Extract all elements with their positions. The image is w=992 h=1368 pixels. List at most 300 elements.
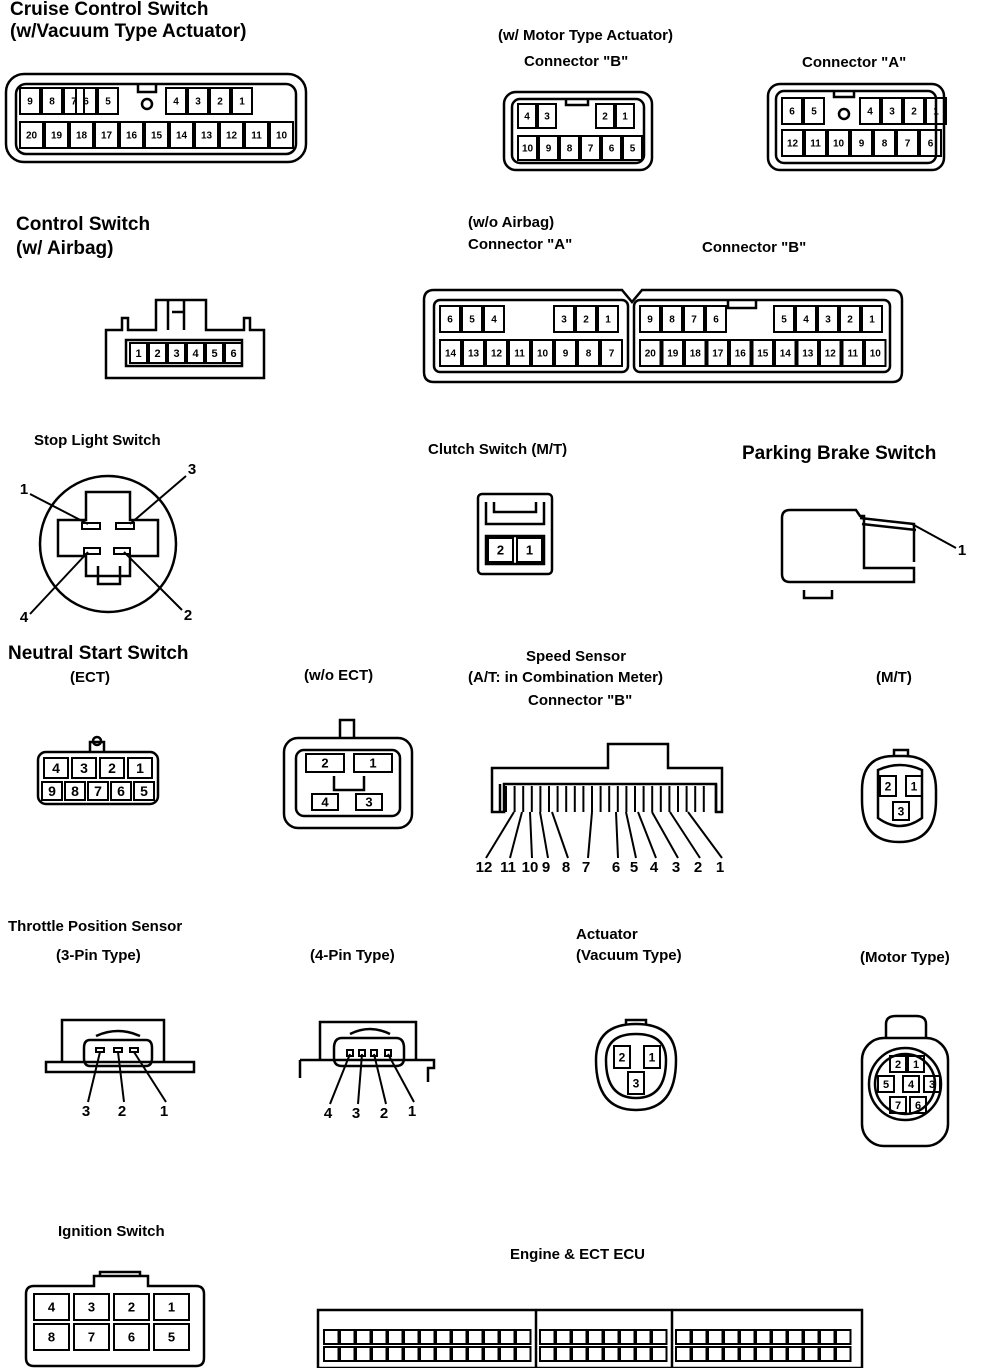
ecu-pin <box>340 1347 355 1361</box>
clutch-switch-title: Clutch Switch (M/T) <box>428 441 568 458</box>
airbag-switch-pin <box>149 343 166 363</box>
pin-number: 6 <box>927 138 934 150</box>
pin-number: 1 <box>369 755 377 771</box>
ecu-pin <box>756 1330 771 1344</box>
pin-number: 1 <box>648 1050 656 1065</box>
parking-brake-pin-number: 1 <box>957 542 967 559</box>
stop-light-pin-number: 2 <box>183 607 193 624</box>
speed-mt-pin <box>880 776 896 796</box>
speed-sensor-pin-number: 8 <box>561 859 571 876</box>
ecu-pin <box>588 1347 603 1361</box>
pin-number: 3 <box>195 96 201 108</box>
act-vacuum-pin <box>644 1046 660 1068</box>
motor-a-pin <box>874 130 895 156</box>
ecu-pin <box>692 1347 707 1361</box>
ecu-pin <box>636 1347 651 1361</box>
woab-a-pin <box>440 340 461 366</box>
pin-number: 12 <box>490 348 503 360</box>
act-motor-pin <box>903 1076 919 1092</box>
ecu-pin <box>404 1347 419 1361</box>
control-switch-title: Control Switch <box>16 214 151 235</box>
woab-b-pin <box>640 306 660 332</box>
pin-number: 7 <box>894 1099 902 1112</box>
airbag-switch-pin <box>206 343 223 363</box>
pin-number: 4 <box>803 314 809 326</box>
connector-b-label-top: Connector "B" <box>524 53 629 70</box>
engine-ect-ecu-title: Engine & ECT ECU <box>510 1246 646 1263</box>
leader-line <box>88 1052 100 1102</box>
leader-line <box>540 812 548 858</box>
ecu-pin <box>372 1347 387 1361</box>
leader-line <box>374 1054 386 1104</box>
cruise-pin <box>170 122 193 148</box>
cruise-pin <box>64 88 84 114</box>
woab-b-pin <box>730 340 751 366</box>
pin-number: 5 <box>882 1078 890 1091</box>
pin-number: 2 <box>154 347 161 360</box>
pin-number: 14 <box>444 348 457 360</box>
pin-number: 12 <box>225 130 238 142</box>
wo-ect-pin <box>312 794 338 810</box>
ecu-pin <box>388 1347 403 1361</box>
woab-b-pin <box>818 306 838 332</box>
motor-a-pin <box>882 98 902 124</box>
pin-number: 5 <box>469 314 475 326</box>
pin-number: 4 <box>524 111 530 123</box>
neutral-start-pin <box>72 758 96 778</box>
pin-number: 9 <box>858 138 865 150</box>
ecu-pin <box>468 1347 483 1361</box>
neutral-start-pin <box>100 758 124 778</box>
motor-b-pin <box>602 136 621 160</box>
ecu-pin <box>452 1347 467 1361</box>
pin-number: 9 <box>27 96 33 108</box>
ignition-pin <box>114 1324 149 1350</box>
tps-4pin-connector <box>300 1022 434 1082</box>
pin-number: 13 <box>802 348 814 360</box>
ignition-switch-title: Ignition Switch <box>58 1223 165 1240</box>
woab-a-pin <box>598 306 618 332</box>
pin-number: 6 <box>127 1329 136 1345</box>
woab-b-pin <box>640 340 661 366</box>
wo-ect-pin <box>356 794 382 810</box>
cruise-pin <box>220 122 243 148</box>
woab-b-pin <box>843 340 864 366</box>
pin-number: 20 <box>25 130 38 142</box>
woab-a-pin <box>601 340 622 366</box>
pin-number: 4 <box>321 794 329 810</box>
pin-number: 5 <box>167 1329 176 1345</box>
pin-number: 6 <box>914 1099 922 1112</box>
cruise-pin <box>188 88 208 114</box>
motor-a-pin <box>904 98 924 124</box>
ecu-pin <box>500 1330 515 1344</box>
ecu-pin <box>676 1347 691 1361</box>
wo-ect-connector <box>284 720 412 828</box>
pin-number: 4 <box>491 314 497 326</box>
stop-light-pin-number: 1 <box>19 481 29 498</box>
woab-a-pin <box>576 306 596 332</box>
pin-number: 6 <box>447 314 453 326</box>
pin-number: 9 <box>48 783 56 800</box>
speed-sensor-pin-number: 3 <box>671 859 681 876</box>
pin-number: 19 <box>667 348 679 360</box>
with-airbag-label: (w/ Airbag) <box>16 238 114 259</box>
motor-b-pin <box>518 136 537 160</box>
pin-number: 1 <box>167 1299 176 1315</box>
ecu-pin <box>692 1330 707 1344</box>
speed-sensor-at-label: (A/T: in Combination Meter) <box>468 669 663 686</box>
pin-number: 3 <box>365 794 373 810</box>
ecu-pin <box>468 1330 483 1344</box>
pin-number: 8 <box>49 96 55 108</box>
speed-sensor-pin-number: 11 <box>500 859 516 876</box>
parking-brake-switch-connector <box>782 510 916 598</box>
woab-b-pin <box>840 306 860 332</box>
neutral-start-pin <box>134 782 154 800</box>
act-vacuum-pin <box>628 1072 644 1094</box>
cruise-pin <box>232 88 252 114</box>
neutral-start-pin <box>42 782 62 800</box>
woab-a-pin <box>555 340 576 366</box>
connector-b-label-mid: Connector "B" <box>702 239 807 256</box>
ecu-pin <box>676 1330 691 1344</box>
woab-b-pin <box>684 306 704 332</box>
speed-mt-pin <box>893 802 909 820</box>
connector-b-speed-label: Connector "B" <box>528 692 633 709</box>
pin-number: 8 <box>881 138 888 150</box>
ignition-pin <box>34 1294 69 1320</box>
tps3-pin-number: 3 <box>81 1103 91 1120</box>
ecu-pin <box>436 1330 451 1344</box>
pin-number: 15 <box>757 348 769 360</box>
pin-number: 5 <box>105 96 111 108</box>
speed-mt-pin <box>906 776 922 796</box>
connector-a-label-mid: Connector "A" <box>468 236 573 253</box>
wo-ect-pin <box>354 754 392 772</box>
pin-number: 1 <box>239 96 245 108</box>
leader-line <box>638 812 656 858</box>
ecu-pin <box>772 1347 787 1361</box>
pin-number: 7 <box>71 96 77 108</box>
pin-number: 16 <box>125 130 138 142</box>
pin-number: 12 <box>786 138 799 150</box>
ignition-pin <box>74 1324 109 1350</box>
act-motor-pin <box>878 1076 894 1092</box>
stop-light-pin-number: 3 <box>187 461 197 478</box>
motor-b-pin <box>539 136 558 160</box>
tps3-pin <box>114 1048 122 1052</box>
pin-number: 5 <box>781 314 787 326</box>
ecu-pin <box>356 1330 371 1344</box>
cruise-pin <box>95 122 118 148</box>
pin-number: 6 <box>713 314 719 326</box>
speed-sensor-pin-number: 2 <box>693 859 703 876</box>
pin-number: 11 <box>847 348 859 360</box>
vacuum-type-label: (Vacuum Type) <box>576 947 682 964</box>
stop-light-switch-title: Stop Light Switch <box>34 432 161 449</box>
ecu-pin <box>340 1330 355 1344</box>
leader-line <box>688 812 722 858</box>
pin-number: 2 <box>911 106 917 118</box>
motor-a-pin <box>860 98 880 124</box>
cruise-pin <box>76 88 96 114</box>
pin-number: 1 <box>869 314 875 326</box>
ecu-pin <box>556 1330 571 1344</box>
airbag-switch-pin <box>225 343 242 363</box>
pin-number: 7 <box>87 1329 96 1345</box>
woab-a-pin <box>509 340 530 366</box>
ecu-pin <box>420 1347 435 1361</box>
pin-number: 7 <box>608 348 615 360</box>
cruise-control-switch-subtitle: (w/Vacuum Type Actuator) <box>10 21 247 42</box>
tps4-pin-number: 3 <box>351 1105 361 1122</box>
pin-number: 6 <box>608 143 615 155</box>
pin-number: 4 <box>867 106 873 118</box>
wo-airbag-connector <box>424 290 902 382</box>
speed-sensor-pin-number: 6 <box>611 859 621 876</box>
woab-a-pin <box>554 306 574 332</box>
woab-a-pin <box>578 340 599 366</box>
cruise-pin <box>98 88 118 114</box>
pin-number: 6 <box>83 96 89 108</box>
tps3-pin-number: 2 <box>117 1103 127 1120</box>
pin-number: 3 <box>928 1078 936 1091</box>
leader-line <box>510 812 522 858</box>
motor-a-pin <box>897 130 918 156</box>
pin-number: 3 <box>561 314 567 326</box>
leader-line <box>358 1054 362 1104</box>
ecu-pin <box>484 1347 499 1361</box>
woab-a-pin <box>463 340 484 366</box>
ecu-pin <box>604 1347 619 1361</box>
pin-number: 8 <box>669 314 675 326</box>
pin-number: 1 <box>135 347 142 360</box>
three-pin-type-label: (3-Pin Type) <box>56 947 141 964</box>
ecu-pin <box>820 1330 835 1344</box>
ecu-pin <box>540 1347 555 1361</box>
cruise-pin <box>42 88 62 114</box>
ecu-pin <box>788 1347 803 1361</box>
motor-b-pin <box>581 136 600 160</box>
ecu-pin <box>324 1330 339 1344</box>
actuator-motor-connector <box>862 1016 948 1146</box>
ecu-pin <box>620 1330 635 1344</box>
pin-number: 3 <box>632 1076 640 1091</box>
clutch-pin <box>517 538 542 562</box>
act-motor-pin <box>890 1056 906 1072</box>
pin-number: 10 <box>832 138 845 150</box>
pin-number: 2 <box>618 1050 626 1065</box>
motor-b-pin <box>616 104 634 128</box>
pin-number: 18 <box>689 348 701 360</box>
pin-number: 2 <box>884 779 892 794</box>
ecu-pin <box>516 1347 531 1361</box>
pin-number: 2 <box>321 755 329 771</box>
pin-number: 8 <box>71 783 79 800</box>
ecu-pin <box>836 1347 851 1361</box>
motor-a-pin <box>782 98 802 124</box>
leader-line <box>588 812 592 858</box>
neutral-start-pin <box>65 782 85 800</box>
wo-ect-pin <box>306 754 344 772</box>
pin-number: 14 <box>175 130 188 142</box>
neutral-start-switch-title: Neutral Start Switch <box>8 643 189 664</box>
stop-light-pin <box>82 523 100 529</box>
woab-a-pin <box>484 306 504 332</box>
pin-number: 7 <box>904 138 911 150</box>
pin-number: 2 <box>217 96 223 108</box>
ecu-pin <box>820 1347 835 1361</box>
clutch-pin <box>488 538 513 562</box>
ecu-pin <box>452 1330 467 1344</box>
motor-a-pin <box>805 130 826 156</box>
motor-a-pin <box>782 130 803 156</box>
connector-a-label-top: Connector "A" <box>802 54 907 71</box>
ignition-pin <box>114 1294 149 1320</box>
act-vacuum-pin <box>614 1046 630 1068</box>
parking-brake-switch-title: Parking Brake Switch <box>742 443 937 464</box>
ecu-pin <box>516 1330 531 1344</box>
pin-number: 12 <box>824 348 836 360</box>
cruise-pin <box>270 122 293 148</box>
pin-number: 13 <box>467 348 480 360</box>
neutral-start-pin <box>128 758 152 778</box>
leader-line <box>616 812 618 858</box>
speed-sensor-pin-number: 5 <box>629 859 639 876</box>
stop-light-pin-number: 4 <box>19 609 29 626</box>
ecu-pin <box>500 1347 515 1361</box>
cruise-pin <box>195 122 218 148</box>
pin-number: 10 <box>536 348 549 360</box>
ignition-pin <box>34 1324 69 1350</box>
ecu-pin <box>588 1330 603 1344</box>
woab-b-pin <box>706 306 726 332</box>
pin-number: 6 <box>117 783 125 800</box>
woab-b-pin <box>820 340 841 366</box>
pin-number: 13 <box>200 130 213 142</box>
woab-b-pin <box>865 340 886 366</box>
ecu-pin <box>604 1330 619 1344</box>
engine-ect-ecu-connector <box>318 1310 862 1368</box>
pin-number: 6 <box>230 347 237 360</box>
pin-number: 5 <box>140 783 148 800</box>
pin-number: 3 <box>889 106 895 118</box>
throttle-position-sensor-title: Throttle Position Sensor <box>8 918 183 935</box>
pin-number: 1 <box>525 542 534 558</box>
ecu-pin <box>324 1347 339 1361</box>
woab-b-pin <box>796 306 816 332</box>
ecu-pin <box>420 1330 435 1344</box>
cruise-pin <box>245 122 268 148</box>
tps3-pin <box>96 1048 104 1052</box>
pin-number: 17 <box>712 348 724 360</box>
pin-number: 6 <box>789 106 795 118</box>
motor-a-pin <box>851 130 872 156</box>
woab-b-pin <box>685 340 706 366</box>
pin-number: 4 <box>192 347 199 360</box>
pin-number: 17 <box>100 130 113 142</box>
speed-sensor-title: Speed Sensor <box>526 648 627 665</box>
pin-number: 10 <box>869 348 881 360</box>
pin-number: 2 <box>894 1058 902 1071</box>
ecu-pin <box>484 1330 499 1344</box>
pin-number: 10 <box>275 130 288 142</box>
pin-number: 2 <box>108 760 116 777</box>
ecu-pin <box>804 1330 819 1344</box>
woab-b-pin <box>798 340 819 366</box>
four-pin-type-label: (4-Pin Type) <box>310 947 395 964</box>
act-motor-pin <box>910 1097 926 1113</box>
woab-b-pin <box>708 340 729 366</box>
pin-number: 11 <box>810 138 821 150</box>
ecu-pin <box>788 1330 803 1344</box>
pin-number: 7 <box>691 314 697 326</box>
motor-b-pin <box>560 136 579 160</box>
pin-number: 5 <box>811 106 817 118</box>
pin-number: 2 <box>496 542 505 558</box>
leader-line <box>552 812 568 858</box>
ecu-pin <box>652 1330 667 1344</box>
speed-sensor-pin-number: 7 <box>581 859 591 876</box>
pin-number: 2 <box>847 314 853 326</box>
ecu-pin <box>756 1347 771 1361</box>
cruise-pin <box>70 122 93 148</box>
ecu-pin <box>436 1347 451 1361</box>
pin-number: 3 <box>544 111 550 123</box>
pin-number: 1 <box>605 314 611 326</box>
ecu-pin <box>724 1330 739 1344</box>
speed-sensor-pin-number: 1 <box>715 859 725 876</box>
mt-label: (M/T) <box>876 669 912 686</box>
woab-a-pin <box>462 306 482 332</box>
speed-sensor-pin-number: 9 <box>541 859 551 876</box>
cruise-pin <box>45 122 68 148</box>
ecu-pin <box>772 1330 787 1344</box>
airbag-switch-pin <box>168 343 185 363</box>
ecu-pin <box>556 1347 571 1361</box>
actuator-vacuum-connector <box>596 1020 676 1110</box>
leader-line <box>626 812 636 858</box>
pin-number: 8 <box>47 1329 56 1345</box>
pin-number: 19 <box>50 130 63 142</box>
act-motor-pin <box>924 1076 940 1092</box>
motor-type-label: (Motor Type) <box>860 949 950 966</box>
cruise-pin <box>145 122 168 148</box>
motor-b-pin <box>538 104 556 128</box>
pin-number: 10 <box>521 143 534 155</box>
neutral-start-pin <box>88 782 108 800</box>
tps4-pin-number: 1 <box>407 1103 417 1120</box>
pin-number: 1 <box>136 760 144 777</box>
motor-a-pin <box>828 130 849 156</box>
neutral-start-pin <box>111 782 131 800</box>
pin-number: 9 <box>545 143 552 155</box>
pin-number: 3 <box>173 347 180 360</box>
pin-number: 11 <box>514 348 525 360</box>
pin-number: 8 <box>585 348 592 360</box>
pin-number: 1 <box>622 111 628 123</box>
cruise-pin <box>166 88 186 114</box>
pin-number: 11 <box>251 130 262 142</box>
leader-line <box>118 1052 124 1102</box>
pin-number: 8 <box>566 143 573 155</box>
speed-sensor-pin-number: 12 <box>475 859 493 876</box>
pin-number: 3 <box>897 804 905 819</box>
woab-b-pin <box>662 306 682 332</box>
motor-actuator-label: (w/ Motor Type Actuator) <box>498 27 673 44</box>
cruise-pin <box>210 88 230 114</box>
